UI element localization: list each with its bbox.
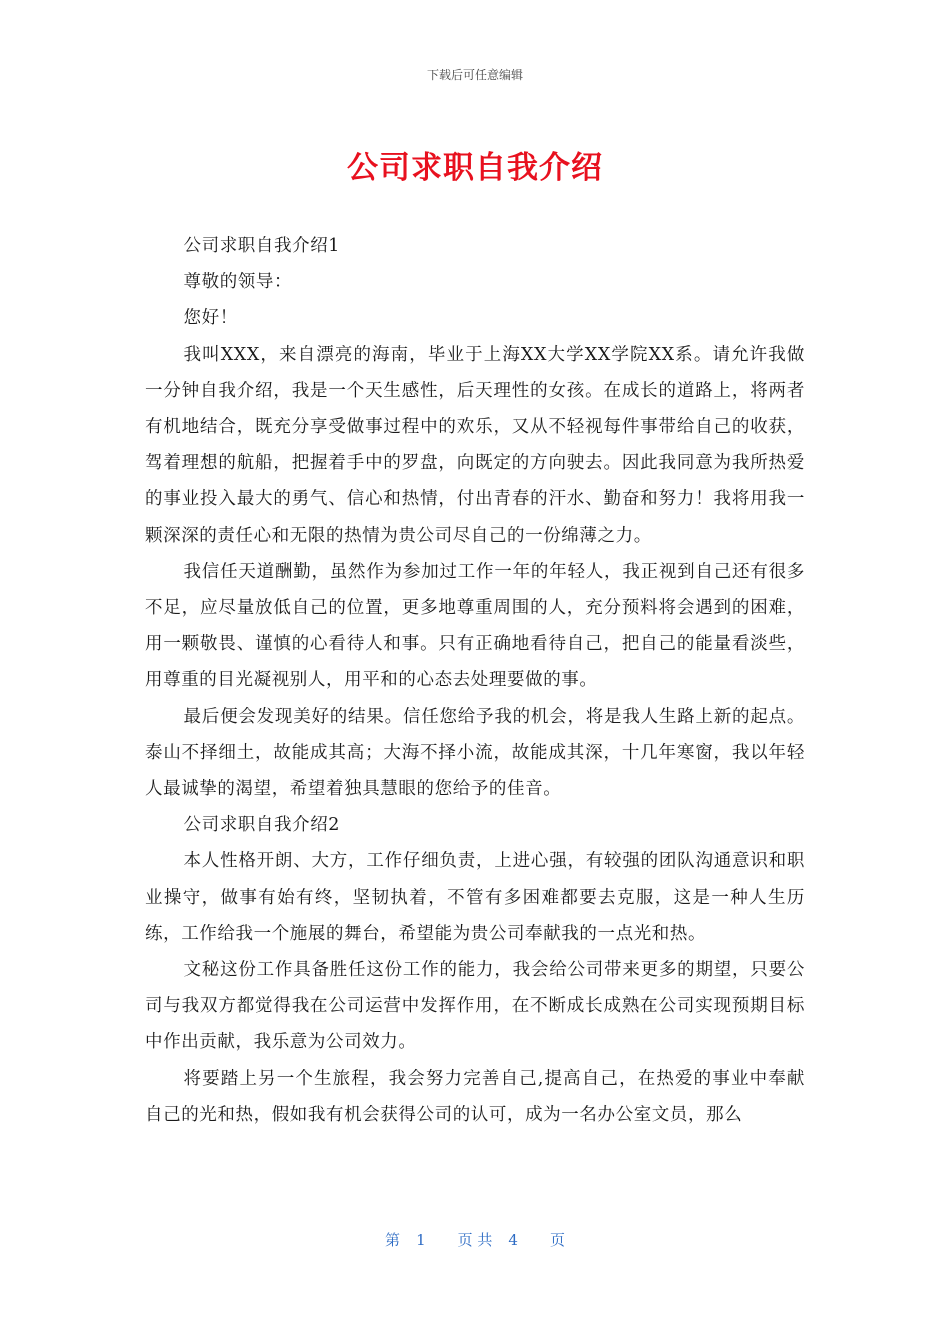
page-label-prefix: 第 (385, 1231, 401, 1249)
page-current: 1 (416, 1231, 426, 1249)
body-paragraph: 我信任天道酬勤，虽然作为参加过工作一年的年轻人，我正视到自己还有很多不足，应尽量放低自己的位置，更多地尊重周围的人，充分预料将会遇到的困难，用一颗敬畏、谨慎的心看待人和事。只有正确地看待自己，把自己的能量看淡些，用尊重的目光凝视别人，用平和的心态去处理要做的事。 (145, 561, 805, 691)
header-note: 下载后可任意编辑 (426, 68, 523, 82)
body-paragraph: 我叫XXX，来自漂亮的海南，毕业于上海XX大学XX学院XX系。请允许我做一分钟自我介绍，我是一个天生感性，后天理性的女孩。在成长的道路上，将两者有机地结合，既充分享受做事过程中的欢乐，又从不轻视每件事带给自己的收获，驾着理想的航船，把握着手中的罗盘，向既定的方向驶去。因此我同意为我所热爱的事业投入最大的勇气、信心和热情，付出青春的汗水、勤奋和努力！我将用我一颗深深的责任心和无限的热情为贵公司尽自己的一份绵薄之力。 (145, 344, 805, 546)
greeting: 您好！ (183, 308, 238, 329)
page-total: 4 (508, 1231, 518, 1249)
page-footer (0, 1229, 950, 1250)
document-body (145, 228, 805, 1133)
page-label-suffix: 页 (549, 1231, 565, 1249)
salutation: 尊敬的领导： (183, 272, 293, 293)
document-title: 公司求职自我介绍 (347, 150, 603, 186)
page-label-mid: 页 共 (457, 1231, 493, 1249)
body-paragraph: 文秘这份工作具备胜任这份工作的能力，我会给公司带来更多的期望，只要公司与我双方都觉得我在公司运营中发挥作用，在不断成长成熟在公司实现预期目标中作出贡献，我乐意为公司效力。 (145, 960, 805, 1053)
body-paragraph: 本人性格开朗、大方，工作仔细负责，上进心强，有较强的团队沟通意识和职业操守，做事有始有终，坚韧执着，不管有多困难都要去克服，这是一种人生历练，工作给我一个施展的舞台，希望能为贵公司奉献我的一点光和热。 (145, 851, 805, 944)
body-paragraph: 将要踏上另一个生旅程，我会努力完善自己,提高自己，在热爱的事业中奉献自己的光和热，假如我有机会获得公司的认可，成为一名办公室文员，那么 (145, 1068, 805, 1125)
body-paragraph: 最后便会发现美好的结果。信任您给予我的机会，将是我人生路上新的起点。泰山不择细土，故能成其高；大海不择小流，故能成其深，十几年寒窗，我以年轻人最诚挚的渴望，希望着独具慧眼的您给予的佳音。 (145, 706, 805, 800)
section-heading-1: 公司求职自我介绍1 (183, 236, 341, 256)
section-heading-2: 公司求职自我介绍2 (183, 815, 341, 836)
